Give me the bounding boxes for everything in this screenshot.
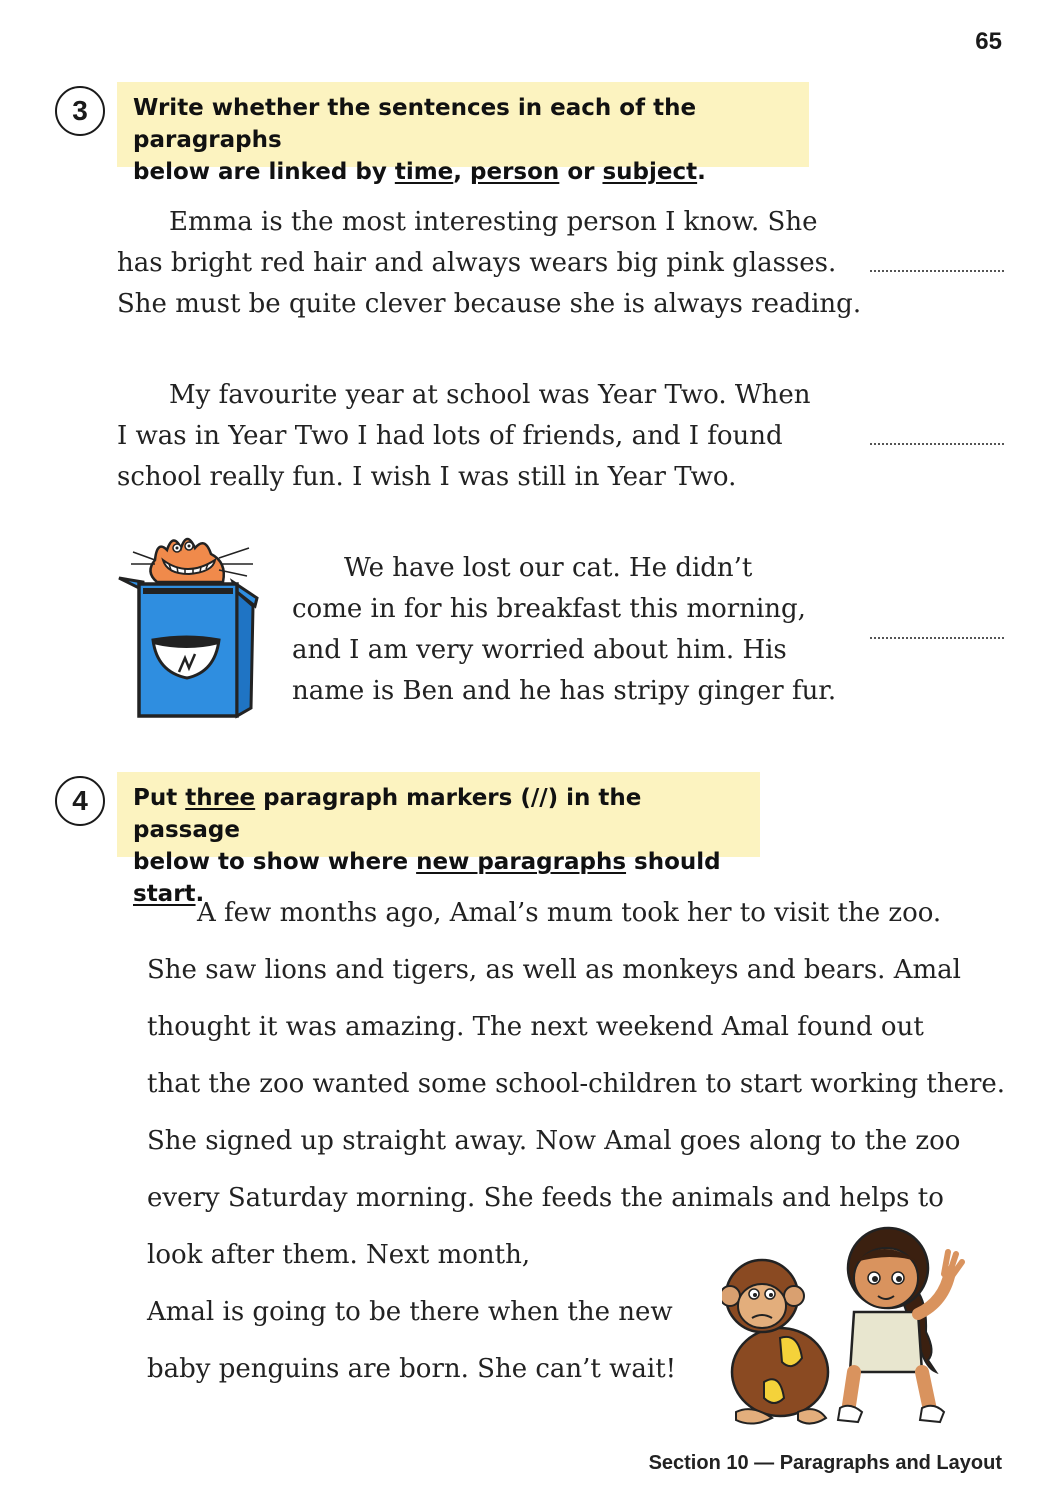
monkey-icon (722, 1260, 828, 1424)
paragraph-line: We have lost our cat. He didn’t (344, 553, 753, 583)
girl-icon (838, 1228, 962, 1422)
passage-line[interactable]: She signed up straight away. Now Amal goes along to the zoo (147, 1126, 961, 1156)
paragraph-line: name is Ben and he has stripy ginger fur. (292, 676, 837, 706)
page-number: 65 (975, 28, 1002, 55)
keyword-new-paragraphs: new paragraphs (416, 849, 627, 875)
instruction-text: below to show where (133, 849, 417, 875)
instruction-text: paragraph markers (//) in the passage (133, 785, 642, 843)
keyword-three: three (185, 785, 256, 811)
paragraph-line: I was in Year Two I had lots of friends, and I found (117, 421, 783, 451)
keyword-subject: subject (602, 159, 698, 185)
cat-in-box-illustration (115, 522, 265, 722)
cat-icon (131, 539, 253, 582)
passage-line[interactable]: Amal is going to be there when the new (147, 1297, 673, 1327)
instruction-text: Put (133, 785, 186, 811)
keyword-time: time (394, 159, 454, 185)
box-icon (119, 578, 257, 716)
passage-line[interactable]: baby penguins are born. She can’t wait! (147, 1354, 677, 1384)
paragraph-line: school really fun. I wish I was still in Year Two. (117, 462, 737, 492)
passage-line[interactable]: look after them. Next month, (147, 1240, 531, 1270)
passage-line[interactable]: every Saturday morning. She feeds the animals and helps to (147, 1183, 944, 1213)
keyword-person: person (470, 159, 560, 185)
paragraph-2 (117, 375, 811, 498)
paragraph-line: come in for his breakfast this morning, (292, 594, 806, 624)
paragraph-line: My favourite year at school was Year Two. When (169, 380, 811, 410)
section-footer: Section 10 — Paragraphs and Layout (648, 1452, 1002, 1474)
instruction-text: Write whether the sentences in each of the paragraphs (133, 95, 697, 153)
answer-line-1[interactable] (870, 270, 1004, 272)
passage-line[interactable]: A few months ago, Amal’s mum took her to visit the zoo. (197, 898, 942, 928)
instruction-text: should (626, 849, 721, 875)
question-4-instruction (117, 772, 760, 907)
question-4-number: 4 (55, 776, 105, 826)
paragraph-3 (292, 548, 836, 712)
instruction-text: . (195, 881, 205, 907)
instruction-text: . (697, 159, 706, 185)
keyword-start: start (133, 881, 196, 907)
paragraph-line: has bright red hair and always wears big pink glasses. (117, 248, 837, 278)
monkey-and-girl-illustration (722, 1222, 972, 1432)
answer-line-2[interactable] (870, 443, 1004, 445)
passage-line[interactable]: thought it was amazing. The next weekend Amal found out (147, 1012, 924, 1042)
passage-line[interactable]: She saw lions and tigers, as well as monkeys and bears. Amal (147, 955, 961, 985)
instruction-text: , (453, 159, 471, 185)
instruction-text: or (559, 159, 603, 185)
paragraph-line: and I am very worried about him. His (292, 635, 787, 665)
question-3-instruction (117, 82, 809, 185)
paragraph-line: She must be quite clever because she is always reading. (117, 289, 862, 319)
instruction-text: below are linked by (133, 159, 395, 185)
question-3-number: 3 (55, 86, 105, 136)
passage-line[interactable]: that the zoo wanted some school-children to start working there. (147, 1069, 1006, 1099)
answer-line-3[interactable] (870, 637, 1004, 639)
paragraph-1 (117, 202, 861, 325)
paragraph-line: Emma is the most interesting person I know. She (169, 207, 818, 237)
